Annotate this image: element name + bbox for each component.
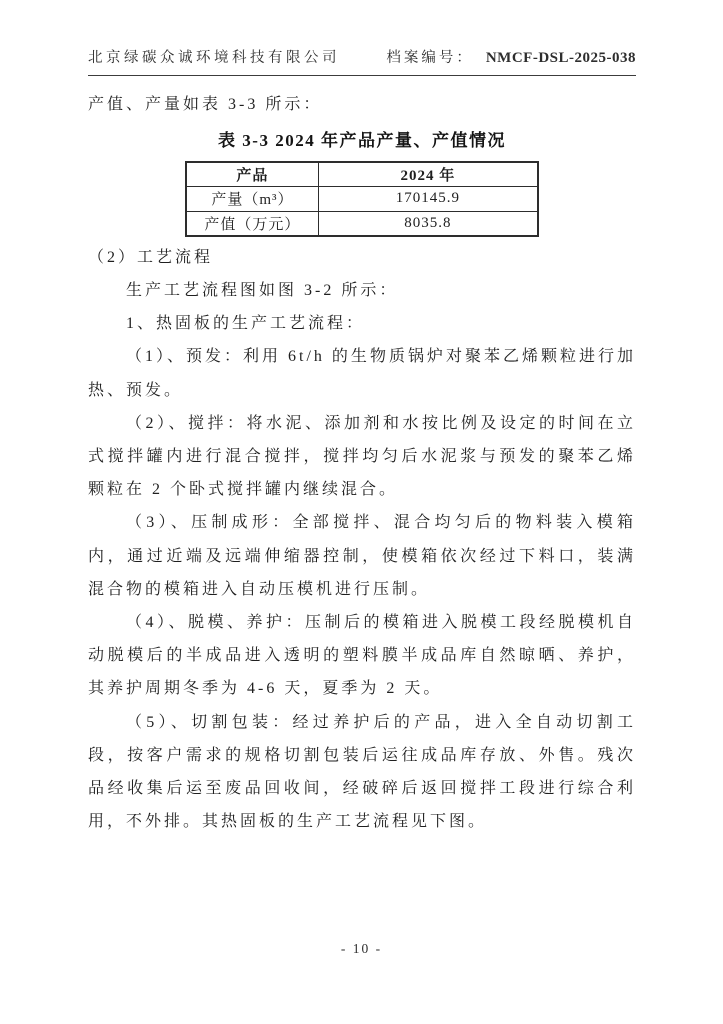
value-label: 产值（万元）	[186, 211, 318, 236]
output-label: 产量（m³）	[186, 187, 318, 212]
table-caption: 表 3-3 2024 年产品产量、产值情况	[218, 131, 506, 151]
paragraph-step-2-mixing: （2）、搅拌：将水泥、添加剂和水按比例及设定的时间在立式搅拌罐内进行混合搅拌，搅拌均匀后水泥浆与预发的聚苯乙烯颗粒在 2 个卧式搅拌罐内继续混合。	[88, 414, 636, 499]
document-body	[88, 241, 636, 839]
paragraph-figure-reference: 生产工艺流程图如图 3-2 所示：	[126, 281, 399, 299]
production-table	[185, 161, 539, 237]
page-number: - 10 -	[340, 941, 383, 956]
table-row-value	[186, 211, 538, 236]
table-header-year-2024: 2024 年	[318, 162, 538, 187]
archive-number-label: 档案编号：	[386, 50, 474, 66]
header-archive	[386, 46, 636, 67]
paragraph-step-3-pressing: （3）、压制成形：全部搅拌、混合均匀后的物料装入模箱内，通过近端及远端伸缩器控制，使模箱依次经过下料口，装满混合物的模箱进入自动压模机进行压制。	[88, 514, 636, 598]
value-value: 8035.8	[318, 211, 538, 236]
intro-line: 产值、产量如表 3-3 所示：	[88, 96, 323, 113]
paragraph-step-1-prefoaming: （1）、预发：利用 6t/h 的生物质锅炉对聚苯乙烯颗粒进行加热、预发。	[88, 348, 636, 399]
paragraph-step-4-demolding-curing: （4）、脱模、养护：压制后的模箱进入脱模工段经脱模机自动脱模后的半成品进入透明的塑料膜半成品库自然晾晒、养护，其养护周期冬季为 4-6 天，夏季为 2 天。	[88, 613, 636, 698]
table-header-product: 产品	[186, 162, 318, 187]
paragraph-process-flow-heading: （2）工艺流程	[88, 248, 214, 266]
paragraph-step-5-cutting-packing: （5）、切割包装：经过养护后的产品，进入全自动切割工段，按客户需求的规格切割包装后运往成品库存放、外售。残次品经收集后运至废品回收间，经破碎后返回搅拌工段进行综合利用，不外排。其热固板的生产工艺流程见下图。	[88, 713, 636, 831]
table-header-row	[186, 162, 538, 187]
output-value: 170145.9	[318, 187, 538, 212]
archive-number-value: NMCF-DSL-2025-038	[485, 50, 636, 66]
table-row-output	[186, 187, 538, 212]
paragraph-board-process-heading: 1、热固板的生产工艺流程：	[126, 315, 366, 333]
page-header	[88, 46, 636, 76]
header-company-name: 北京绿碳众诚环境科技有限公司	[88, 50, 340, 66]
